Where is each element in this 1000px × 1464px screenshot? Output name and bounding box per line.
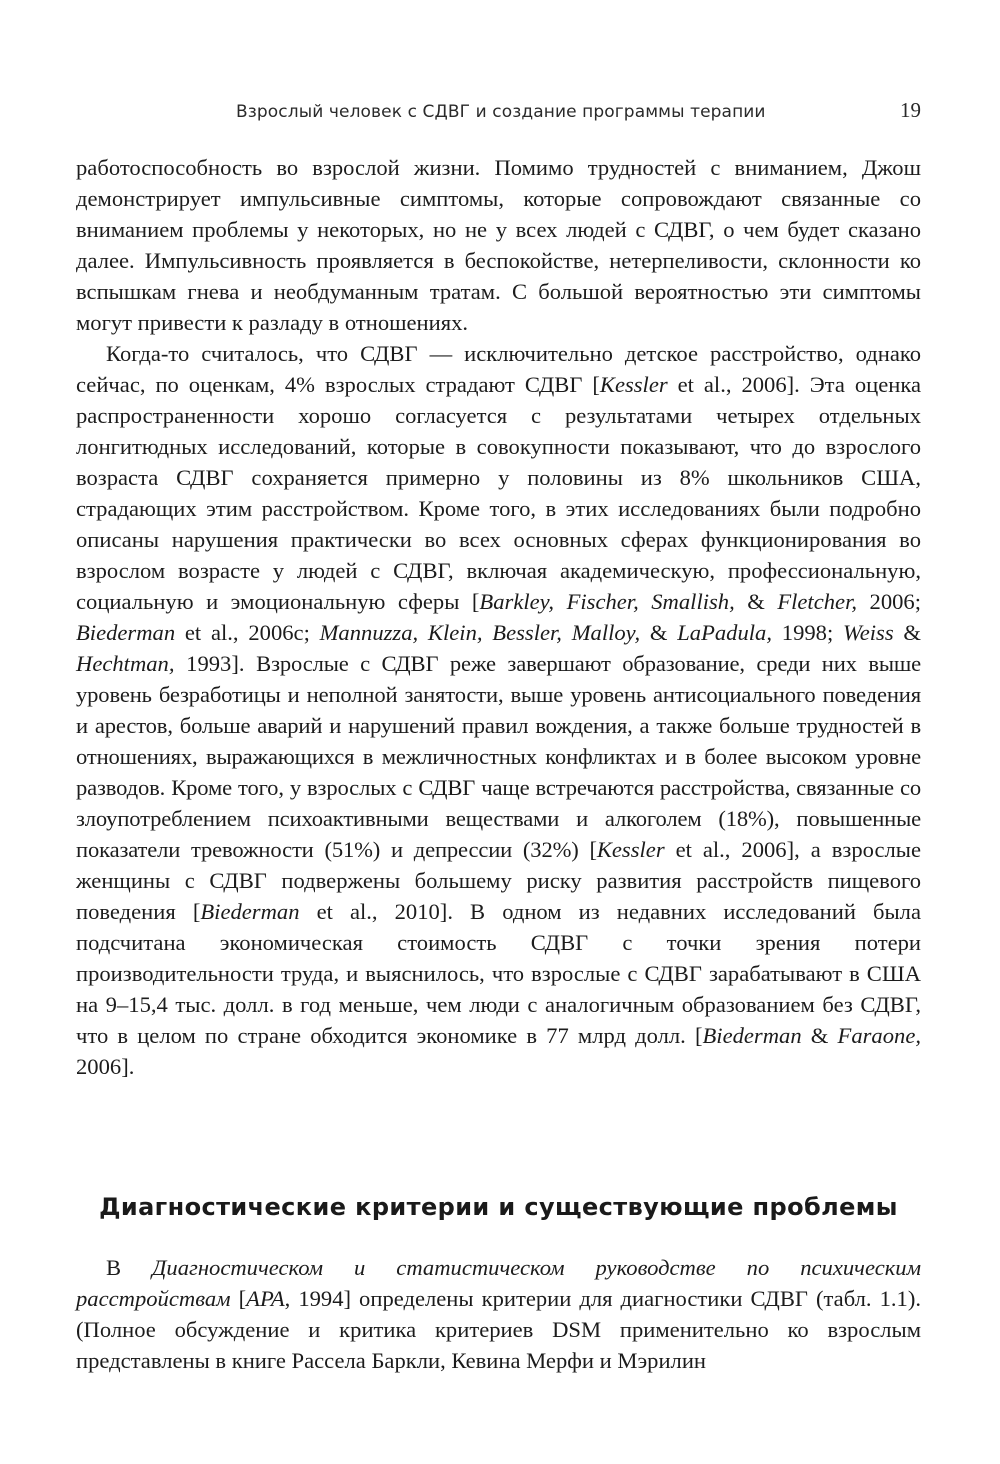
citation-author: Biederman — [200, 899, 300, 924]
citation-author: Biederman — [76, 620, 176, 645]
citation-author: Kessler — [599, 372, 668, 397]
paragraph-continuation: работоспособность во взрослой жизни. Помимо трудностей с вниманием, Джош демонстрирует импульсивные симптомы, которые сопровождают связанные со вниманием проблемы у некоторых, но не у всех людей с СДВГ, о чем будет сказано далее. Импульсивность проявляется в беспокойстве, нетерпеливости, склонности ко вспышкам гнева и необдуманным тратам. С большой вероятностью эти симптомы могут привести к разладу в отношениях. — [76, 155, 921, 335]
paragraph-adult-adhd — [76, 338, 921, 1082]
citation-author: Faraone, — [837, 1023, 921, 1048]
citation-year: 1998; — [772, 620, 843, 645]
running-header — [76, 98, 921, 128]
citation-amp: & — [734, 589, 778, 614]
page-number: 19 — [900, 98, 921, 122]
citation-rest: et al., 2010]. В одном из недавних исследований была подсчитана экономическая стоимость СДВГ с точки зрения потери производительности труда, и выяснилось, что взрослые с СДВГ зарабатывают в США на 9–15,4 тыс. долл. в год меньше, чем люди с аналогичным образованием без СДВГ, что в целом по стране обходится экономике в 77 млрд долл. [ — [76, 899, 921, 1048]
citation-author: Kessler — [596, 837, 665, 862]
citation-amp: & — [801, 1023, 838, 1048]
citation-author: Weiss — [843, 620, 894, 645]
running-title: Взрослый человек с СДВГ и создание программы терапии — [236, 102, 766, 122]
citation-author: Fletcher, — [777, 589, 858, 614]
citation-year: 1993]. — [174, 651, 257, 676]
section-heading: Диагностические критерии и существующие проблемы — [99, 1192, 898, 1221]
text-run: Взрослые с СДВГ реже завершают образование, среди них выше уровень безработицы и неполной занятости, выше уровень антисоциального поведения и арестов, больше аварий и нарушений правил вождения, а также больше трудностей в отношениях, выражающихся в межличностных конфликтах и в более высоком уровне разводов. Кроме того, у взрослых с СДВГ чаще встречаются расстройства, связанные со злоупотреблением психоактивными веществами и алкоголем (18%), повышенные показатели тревожности (51%) и депрессии (32%) [ — [76, 651, 921, 862]
citation-author: Barkley, Fischer, Smallish, — [479, 589, 735, 614]
citation-author: APA — [246, 1286, 285, 1311]
citation-author: Biederman — [702, 1023, 802, 1048]
citation-author: Hechtman, — [76, 651, 175, 676]
citation-rest: et al., 2006c; — [175, 620, 320, 645]
citation-rest: et al., 2006]. Эта оценка распространенности хорошо согласуется с результатами четырех отдельных лонгитюдных исследований, которые в совокупности показывают, что до взрослого возраста СДВГ сохраняется примерно у половины из 8% школьников США, страдающих этим расстройством. Кроме того, в этих исследованиях были подробно описаны нарушения практически во всех основных сферах функционирования во взрослом возрасте у людей с СДВГ, включая академическую, профессиональную, социальную и эмоциональную сферы [ — [76, 372, 921, 614]
text-run: , 1994] определены критерии для диагностики СДВГ (табл. 1.1). (Полное обсуждение и критика критериев DSM применительно ко взрослым представлены в книге Рассела Баркли, Кевина Мерфи и Мэрилин — [76, 1286, 921, 1373]
book-title: Диагностическом и статистическом руководстве по психическим расстройствам — [76, 1255, 922, 1311]
text-run: Когда-то считалось, что СДВГ — исключительно детское расстройство, однако сейчас, по оценкам, 4% взрослых страдают СДВГ [ — [76, 341, 921, 397]
citation-rest: 2006]. — [76, 1054, 135, 1079]
citation-author: Mannuzza, Klein, Bessler, Malloy, — [319, 620, 641, 645]
citation-year: 2006; — [857, 589, 921, 614]
citation-rest: et al., 2006], а взрослые женщины с СДВГ подвержены большему риску развития расстройств пищевого поведения [ — [76, 837, 921, 924]
text-run: В — [106, 1255, 153, 1280]
citation-amp: & — [640, 620, 678, 645]
citation-amp: & — [893, 620, 921, 645]
section-body — [76, 1252, 921, 1376]
text-run: [ — [230, 1286, 247, 1311]
paragraph-dsm-criteria — [76, 1252, 921, 1376]
citation-author: LaPadula, — [677, 620, 772, 645]
body-text — [76, 152, 921, 1082]
